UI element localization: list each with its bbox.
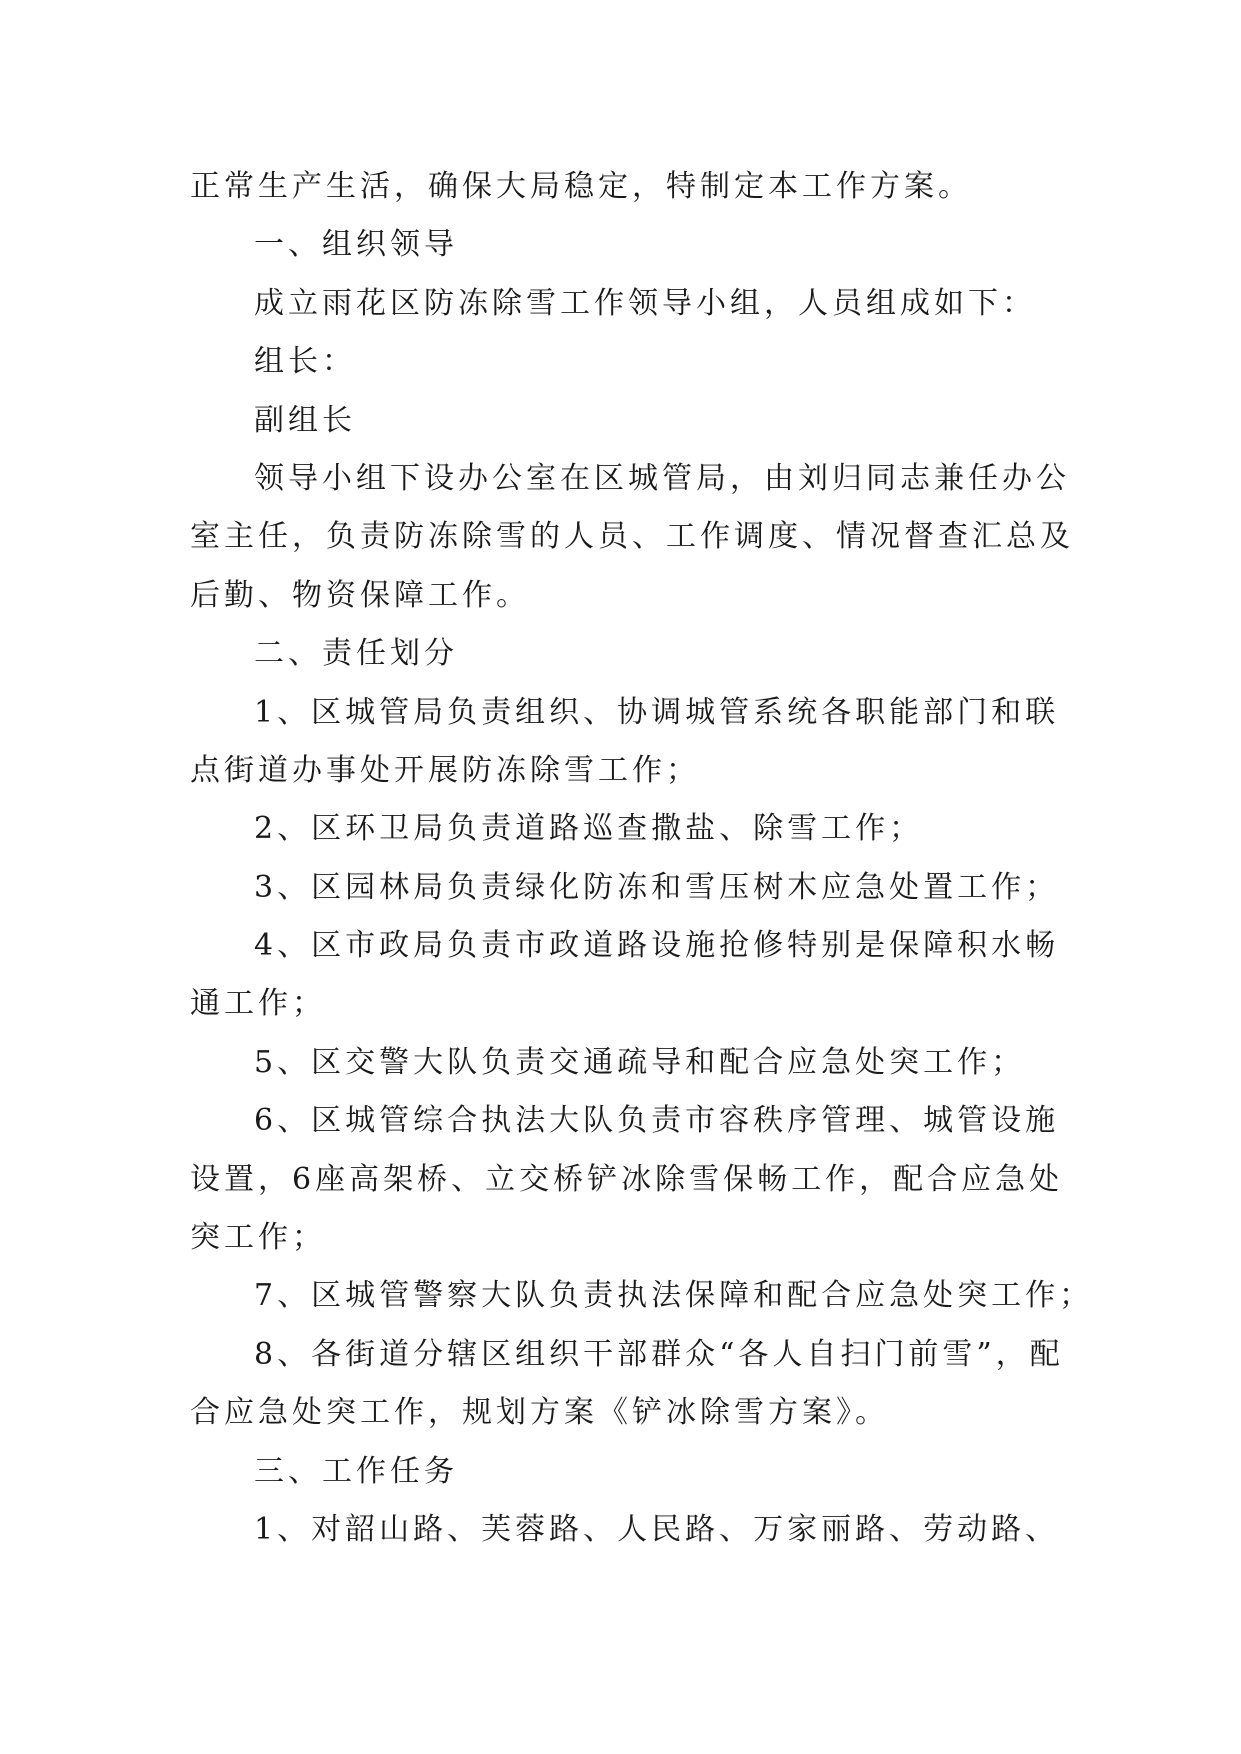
list-item: 6、区城管综合执法大队负责市容秩序管理、城管设施 bbox=[254, 1103, 1060, 1139]
list-item-continuation: 突工作； bbox=[190, 1220, 326, 1256]
section-heading-responsibilities: 二、责任划分 bbox=[254, 636, 458, 672]
list-item: 1、对韶山路、芙蓉路、人民路、万家丽路、劳动路、 bbox=[254, 1511, 1060, 1547]
body-text-line: 领导小组下设办公室在区城管局，由刘归同志兼任办公 bbox=[254, 460, 1070, 496]
list-item: 7、区城管警察大队负责执法保障和配合应急处突工作； bbox=[254, 1278, 1094, 1314]
list-item: 1、区城管局负责组织、协调城管系统各职能部门和联 bbox=[254, 694, 1060, 730]
list-item: 3、区园林局负责绿化防冻和雪压树木应急处置工作； bbox=[254, 869, 1060, 905]
body-text-line: 成立雨花区防冻除雪工作领导小组，人员组成如下： bbox=[254, 285, 1036, 321]
list-item-continuation: 合应急处突工作，规划方案《铲冰除雪方案》。 bbox=[190, 1395, 889, 1431]
section-heading-tasks: 三、工作任务 bbox=[254, 1453, 458, 1489]
body-text-line: 后勤、物资保障工作。 bbox=[190, 577, 530, 613]
document-body bbox=[190, 158, 1094, 1559]
list-item: 4、区市政局负责市政道路设施抢修特别是保障积水畅 bbox=[254, 928, 1060, 964]
deputy-leader-label: 副组长 bbox=[254, 402, 356, 438]
section-heading-organization: 一、组织领导 bbox=[254, 227, 458, 263]
list-item: 2、区环卫局负责道路巡查撒盐、除雪工作； bbox=[254, 811, 924, 847]
list-item-continuation: 通工作； bbox=[190, 986, 326, 1022]
list-item-continuation: 设置，6座高架桥、立交桥铲冰除雪保畅工作，配合应急处 bbox=[190, 1161, 1064, 1197]
group-leader-label: 组长： bbox=[254, 344, 356, 380]
list-item: 5、区交警大队负责交通疏导和配合应急处突工作； bbox=[254, 1044, 1026, 1080]
list-item-continuation: 点街道办事处开展防冻除雪工作； bbox=[190, 752, 700, 788]
body-text-line: 正常生产生活，确保大局稳定，特制定本工作方案。 bbox=[190, 169, 972, 204]
body-text-line: 室主任，负责防冻除雪的人员、工作调度、情况督查汇总及 bbox=[190, 519, 1074, 555]
list-item: 8、各街道分辖区组织干部群众“各人自扫门前雪”，配 bbox=[254, 1336, 1064, 1372]
